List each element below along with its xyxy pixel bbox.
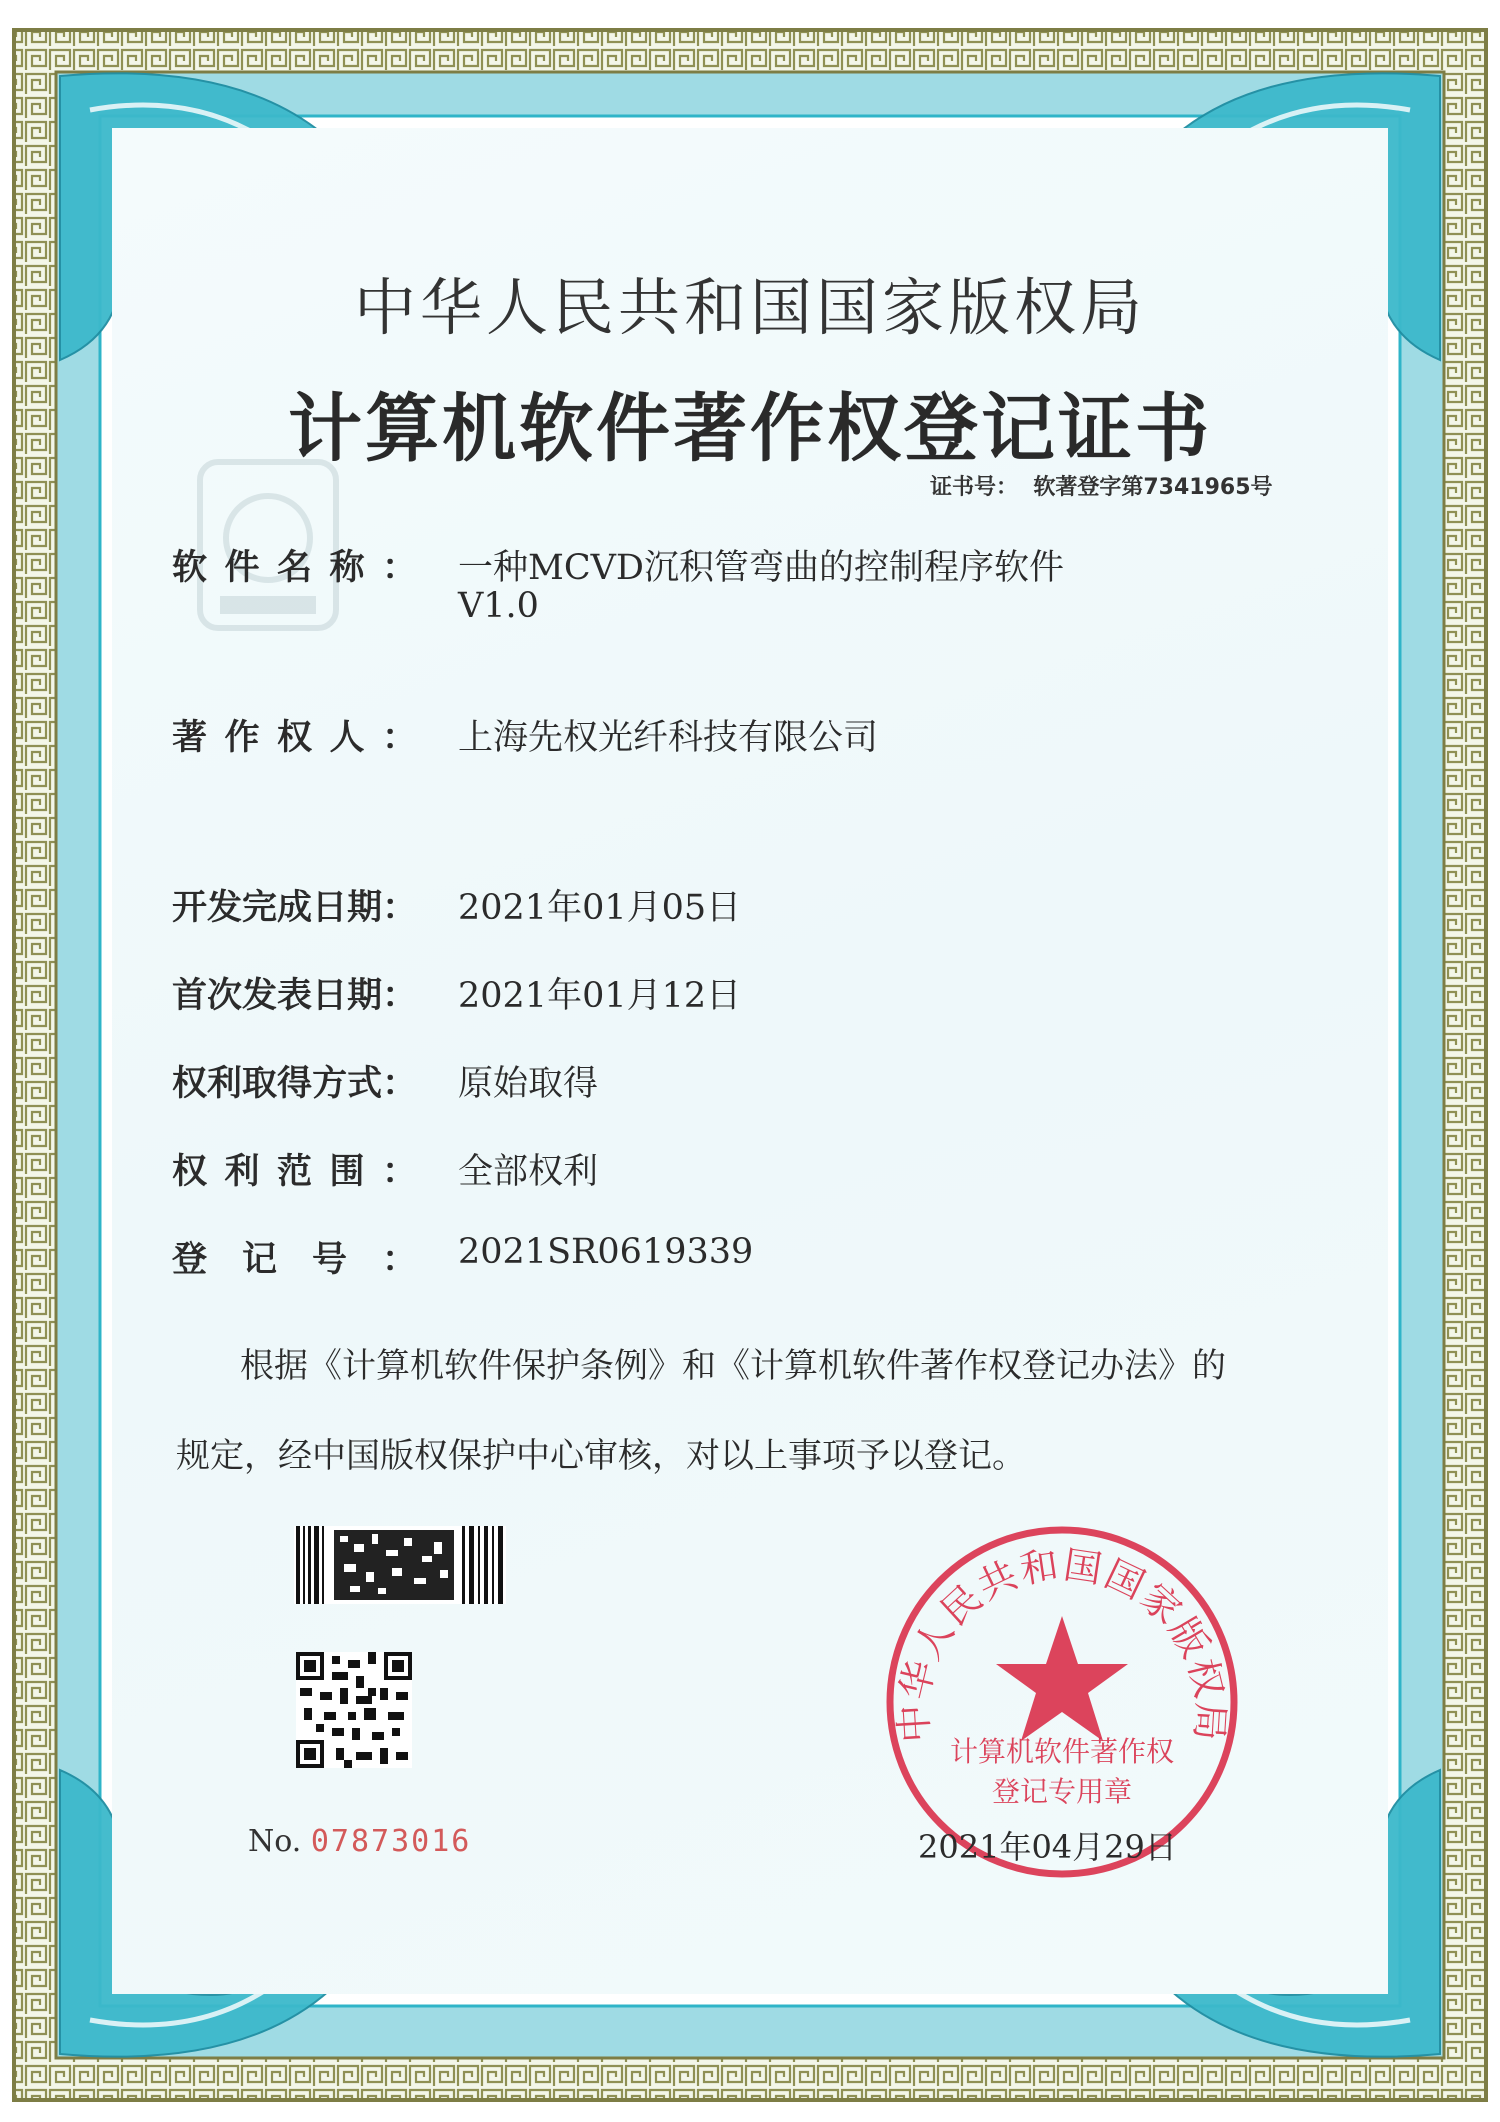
seal-text-line-1: 计算机软件著作权 [949,1735,1174,1768]
field-label-char: 期 [347,976,383,1016]
field-label-rights-scope [172,1144,417,1194]
field-label-char: 首 [172,976,208,1016]
field-label-char: 记 [241,1240,277,1280]
field-label-publication-date [172,968,417,1018]
barcode [294,1526,506,1604]
field-label-char: 权 [276,718,312,758]
field-value-software-version: V1.0 [458,586,539,626]
field-label-char: 名 [276,548,312,588]
field-label-char: 利 [207,1064,243,1104]
seal-ring-text: 中华人民共和国国家版权局 [891,1542,1233,1744]
issuing-agency: 中华人民共和国国家版权局 [353,271,1146,344]
seal-star-icon [996,1616,1128,1741]
field-label-char: 称 [329,548,365,588]
field-label-char: 表 [277,976,313,1016]
field-value-publication-date: 2021年01月12日 [458,976,742,1016]
certificate-serial [248,1824,471,1859]
field-label-char: ： [382,976,418,1016]
field-label-char: 件 [224,548,260,588]
field-label-char: 人 [329,718,365,758]
field-label-char: 作 [224,718,260,758]
field-label-char: 式 [347,1064,383,1104]
field-label-char: 期 [347,888,383,928]
certificate-title: 计算机软件著作权登记证书 [288,386,1212,472]
qr-code [296,1652,412,1768]
field-label-char: 完 [242,888,278,928]
field-label-char: 次 [207,976,243,1016]
field-label-char: 日 [312,976,348,1016]
field-label-char: 日 [312,888,348,928]
certificate-number [930,470,1273,501]
field-label-registration-number [172,1232,417,1282]
field-label-char: 权 [172,1152,208,1192]
serial-number: 07873016 [310,1824,472,1859]
certificate-number-value: 软著登字第7341965号 [1033,475,1273,500]
field-label-char: 登 [172,1240,208,1280]
field-value-registration-number: 2021SR0619339 [458,1232,754,1272]
field-label-char: 取 [242,1064,278,1104]
field-label-char: ： [381,1152,417,1192]
serial-label: No. [248,1824,302,1859]
field-label-char: 范 [276,1152,312,1192]
field-value-software-name: 一种MCVD沉积管弯曲的控制程序软件 [458,548,1064,588]
field-label-char: 发 [242,976,278,1016]
field-label-char: 方 [312,1064,348,1104]
field-label-char: 成 [277,888,313,928]
field-label-char: ： [382,1064,418,1104]
legal-basis-line-2: 规定，经中国版权保护中心审核，对以上事项予以登记。 [176,1436,1026,1476]
certificate-number-label: 证书号： [930,475,1019,500]
field-value-rights-scope: 全部权利 [458,1152,599,1192]
field-label-char: 软 [172,548,208,588]
field-label-char: 开 [172,888,208,928]
issue-date: 2021年04月29日 [918,1828,1177,1866]
field-label-char: 权 [172,1064,208,1104]
field-label-char: ： [382,888,418,928]
field-value-copyright-owner: 上海先权光纤科技有限公司 [458,718,879,758]
field-label-char: 发 [207,888,243,928]
field-label-char: 号 [311,1240,347,1280]
field-label-software-name [172,540,417,590]
seal-text-line-2: 登记专用章 [991,1775,1132,1808]
field-value-acquisition-method: 原始取得 [458,1064,599,1104]
field-label-char: ： [381,548,417,588]
field-label-completion-date [172,880,417,930]
field-label-char: 著 [172,718,208,758]
field-label-copyright-owner [172,710,417,760]
field-label-char: 围 [329,1152,365,1192]
field-value-completion-date: 2021年01月05日 [458,888,742,928]
legal-basis-line-1: 根据《计算机软件保护条例》和《计算机软件著作权登记办法》的 [240,1346,1226,1386]
field-label-char: ： [381,718,417,758]
field-label-char: 得 [277,1064,313,1104]
field-label-acquisition-method [172,1056,417,1106]
field-label-char: ： [381,1240,417,1280]
field-label-char: 利 [224,1152,260,1192]
